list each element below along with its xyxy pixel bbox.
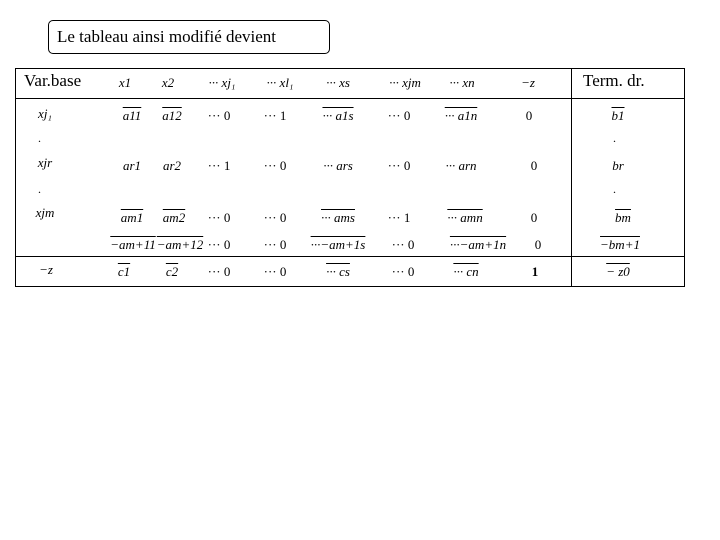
rowm1-c6: ··· 0 — [391, 237, 415, 252]
rowm-c8: 0 — [530, 210, 538, 225]
rowm-c6: ··· 1 — [387, 210, 411, 225]
obj-c2: c2 — [165, 264, 179, 279]
row1-c6: ··· 0 — [387, 108, 411, 123]
rowm-c4: ··· 0 — [263, 210, 287, 225]
obj-c8: 1 — [531, 264, 539, 279]
rhs-separator — [571, 68, 572, 287]
header-col-4: ··· xl₁ — [266, 75, 294, 90]
rowm1-c2: −am+12 — [156, 237, 204, 252]
rowm1-c5: ···−am+1s — [310, 237, 366, 252]
header-col-7: ··· xn — [449, 75, 475, 90]
row1-c4: ··· 1 — [263, 108, 287, 123]
row1-c3: ··· 0 — [207, 108, 231, 123]
rowm-c3: ··· 0 — [207, 210, 231, 225]
rowm-basis: xjm — [35, 205, 55, 220]
rowm1-c7: ···−am+1n — [449, 237, 507, 252]
row1-c5: ··· a1s — [322, 108, 354, 123]
row1-c2: a12 — [162, 108, 182, 123]
header-col-8: −z — [521, 75, 535, 90]
rowm-c7: ··· amn — [447, 210, 483, 225]
caption-text: Le tableau ainsi modifié devient — [57, 27, 277, 46]
obj-c7: ··· cn — [453, 264, 479, 279]
rowm1-c8: 0 — [534, 237, 542, 252]
rowm-rhs: $\overline{bm}$ — [615, 210, 631, 225]
dot: . — [613, 182, 616, 196]
header-rule — [15, 98, 685, 99]
row1-basis: xj₁ — [38, 106, 52, 121]
rowm1-c1: −am+11 — [110, 237, 156, 252]
dot: . — [38, 182, 41, 196]
dot: . — [613, 131, 616, 145]
header-col-1: x1 — [118, 75, 132, 90]
rowm-c5: ··· ams — [321, 210, 355, 225]
dot: . — [38, 131, 41, 145]
objective-rule — [15, 256, 685, 257]
obj-c6: ··· 0 — [391, 264, 415, 279]
row1-c7: ··· a1n — [444, 108, 478, 123]
rowr-c8: 0 — [530, 158, 538, 173]
rowm1-c4: ··· 0 — [263, 237, 287, 252]
caption-box — [48, 20, 330, 54]
rowm1-c3: ··· 0 — [207, 237, 231, 252]
obj-c3: ··· 0 — [207, 264, 231, 279]
row1-c1: a11 — [122, 108, 142, 123]
header-col-2: x2 — [161, 75, 175, 90]
obj-c5: ··· cs — [326, 264, 350, 279]
rowr-basis: xjr — [37, 155, 53, 170]
obj-c4: ··· 0 — [263, 264, 287, 279]
row1-c8: 0 — [525, 108, 533, 123]
row1-rhs: b1 — [611, 108, 625, 123]
rowr-c7: ··· arn — [445, 158, 477, 173]
header-term: Term. dr. — [583, 71, 645, 90]
header-col-5: ··· xs — [326, 75, 350, 90]
rowr-rhs: br — [612, 158, 624, 173]
header-varbase: Var.base — [24, 71, 82, 90]
rowr-c6: ··· 0 — [387, 158, 411, 173]
obj-rhs: − z0 — [606, 264, 630, 279]
obj-c1: c1 — [117, 264, 131, 279]
obj-basis: −z — [39, 262, 53, 277]
simplex-tableau — [15, 68, 685, 287]
rowm-c2: am2 — [162, 210, 186, 225]
rowm-c1: am1 — [120, 210, 144, 225]
rowr-c5: ··· ars — [323, 158, 353, 173]
rowr-c3: ··· 1 — [207, 158, 231, 173]
header-col-6: ··· xjm — [389, 75, 421, 90]
rowr-c2: ar2 — [162, 158, 182, 173]
header-col-3: ··· xj₁ — [208, 75, 236, 90]
rowm1-rhs: −bm+1 — [600, 237, 640, 252]
rowr-c4: ··· 0 — [263, 158, 287, 173]
rowr-c1: ar1 — [122, 158, 142, 173]
